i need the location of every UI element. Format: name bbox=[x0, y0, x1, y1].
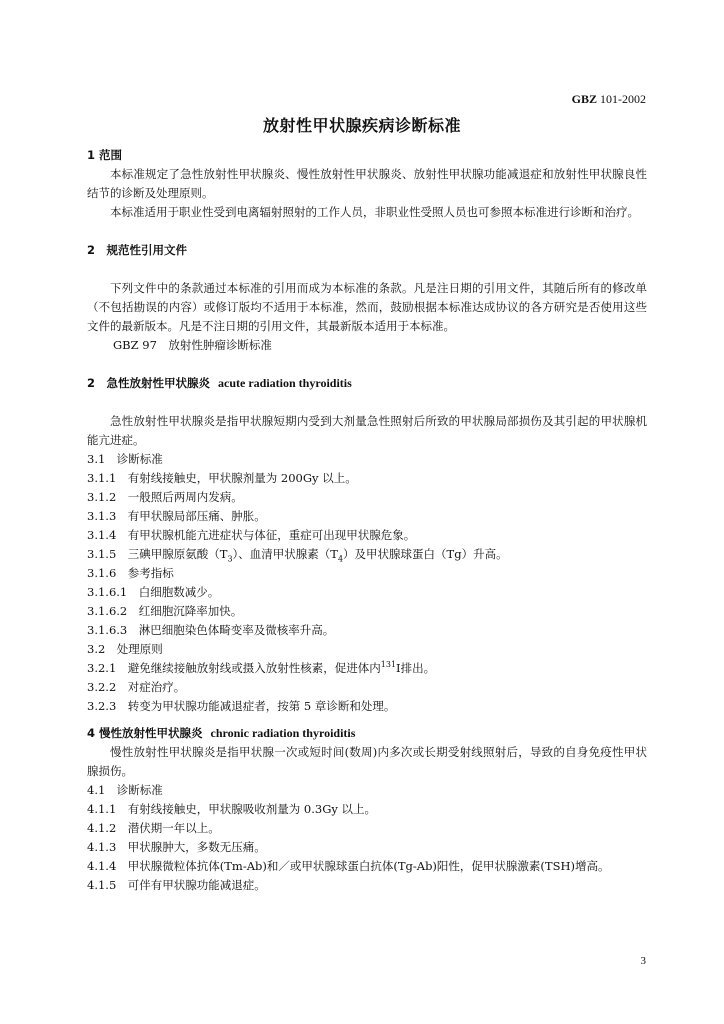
section-3-heading-en: acute radiation thyroiditis bbox=[218, 376, 352, 390]
clause-3-1-5-part-c: ）及甲状腺球蛋白（Tg）升高。 bbox=[343, 547, 508, 561]
section-1-paragraph-1: 本标准规定了急性放射性甲状腺炎、慢性放射性甲状腺炎、放射性甲状腺功能减退症和放射性甲状腺良性结节的诊断及处理原则。 bbox=[87, 167, 647, 200]
clause-3-2-3: 3.2.3 转变为甲状腺功能减退症者，按第 5 章诊断和处理。 bbox=[87, 699, 396, 713]
standard-code bbox=[572, 90, 646, 109]
page-number: 3 bbox=[640, 955, 646, 967]
clause-4-1-2: 4.1.2 潜伏期一年以上。 bbox=[87, 821, 220, 835]
section-3-paragraph-1: 急性放射性甲状腺炎是指甲状腺短期内受到大剂量急性照射后所致的甲状腺局部损伤及其引起的甲状腺机能亢进症。 bbox=[87, 414, 647, 447]
section-4-paragraph-1: 慢性放射性甲状腺炎是指甲状腺一次或短时间(数周)内多次或长期受射线照射后，导致的自身免疫性甲状腺损伤。 bbox=[87, 745, 647, 778]
clause-3-1-5 bbox=[87, 545, 647, 564]
section-4-heading-cn: 4 慢性放射性甲状腺炎 bbox=[87, 726, 203, 740]
standard-code-number: 101-2002 bbox=[597, 92, 646, 106]
clause-3-2-2: 3.2.2 对症治疗。 bbox=[87, 680, 186, 694]
clause-3-2: 3.2 处理原则 bbox=[87, 642, 163, 656]
clause-3-2-1-part-a: 3.2.1 避免继续接触放射线或摄入放射性核素，促进体内 bbox=[87, 661, 381, 675]
document-title: 放射性甲状腺疾病诊断标准 bbox=[262, 116, 461, 135]
clause-3-1-6: 3.1.6 参考指标 bbox=[87, 566, 174, 580]
clause-4-1: 4.1 诊断标准 bbox=[87, 783, 163, 797]
document-body bbox=[87, 146, 647, 895]
clause-3-2-1-part-b: I排出。 bbox=[396, 661, 436, 675]
clause-3-1-5-sub-4: 4 bbox=[337, 554, 344, 564]
section-1-heading: 1 范围 bbox=[87, 148, 123, 162]
clause-3-2-1 bbox=[87, 659, 647, 678]
clause-3-1: 3.1 诊断标准 bbox=[87, 452, 163, 466]
section-4-heading bbox=[87, 724, 647, 743]
clause-3-1-6-1: 3.1.6.1 白细胞数减少。 bbox=[87, 585, 220, 599]
standard-code-prefix: GBZ bbox=[571, 92, 597, 106]
clause-3-1-1: 3.1.1 有射线接触史，甲状腺剂量为 200Gy 以上。 bbox=[87, 471, 357, 485]
clause-3-1-2: 3.1.2 一般照后两周内发病。 bbox=[87, 490, 243, 504]
section-4-heading-en: chronic radiation thyroiditis bbox=[210, 726, 356, 740]
section-3-heading-cn: 2 急性放射性甲状腺炎 bbox=[87, 376, 211, 390]
section-1-paragraph-2: 本标准适用于职业性受到电离辐射照射的工作人员，非职业性受照人员也可参照本标准进行诊断和治疗。 bbox=[110, 205, 639, 219]
clause-3-1-5-part-b: ）、血清甲状腺素（T bbox=[232, 547, 338, 561]
clause-4-1-5: 4.1.5 可伴有甲状腺功能减退症。 bbox=[87, 878, 266, 892]
clause-3-1-6-2: 3.1.6.2 红细胞沉降率加快。 bbox=[87, 604, 243, 618]
clause-3-2-1-sup-131: 131 bbox=[380, 660, 397, 670]
clause-3-1-3: 3.1.3 有甲状腺局部压痛、肿胀。 bbox=[87, 509, 266, 523]
section-3-heading bbox=[87, 374, 647, 393]
section-2-reference: GBZ 97 放射性肿瘤诊断标准 bbox=[113, 338, 272, 352]
clause-3-1-5-part-a: 3.1.5 三碘甲腺原氨酸（T bbox=[87, 547, 228, 561]
clause-4-1-1: 4.1.1 有射线接触史，甲状腺吸收剂量为 0.3Gy 以上。 bbox=[87, 802, 377, 816]
section-2-paragraph-1: 下列文件中的条款通过本标准的引用而成为本标准的条款。凡是注日期的引用文件，其随后所有的修改单（不包括勘误的内容）或修订版均不适用于本标准，然而，鼓励根据本标准达成协议的各方研究是否使用这些文件的最新版本。凡是不注日期的引用文件，其最新版本适用于本标准。 bbox=[87, 281, 647, 333]
section-2-heading: 2 规范性引用文件 bbox=[87, 243, 188, 257]
clause-4-1-4: 4.1.4 甲状腺微粒体抗体(Tm-Ab)和／或甲状腺球蛋白抗体(Tg-Ab)阳性，促甲状腺激素(TSH)增高。 bbox=[87, 859, 610, 873]
clause-3-1-5-sub-3: 3 bbox=[227, 554, 233, 564]
clause-4-1-3: 4.1.3 甲状腺肿大，多数无压痛。 bbox=[87, 840, 266, 854]
clause-3-1-6-3: 3.1.6.3 淋巴细胞染色体畸变率及微核率升高。 bbox=[87, 623, 335, 637]
clause-3-1-4: 3.1.4 有甲状腺机能亢进症状与体征，重症可出现甲状腺危象。 bbox=[87, 528, 416, 542]
